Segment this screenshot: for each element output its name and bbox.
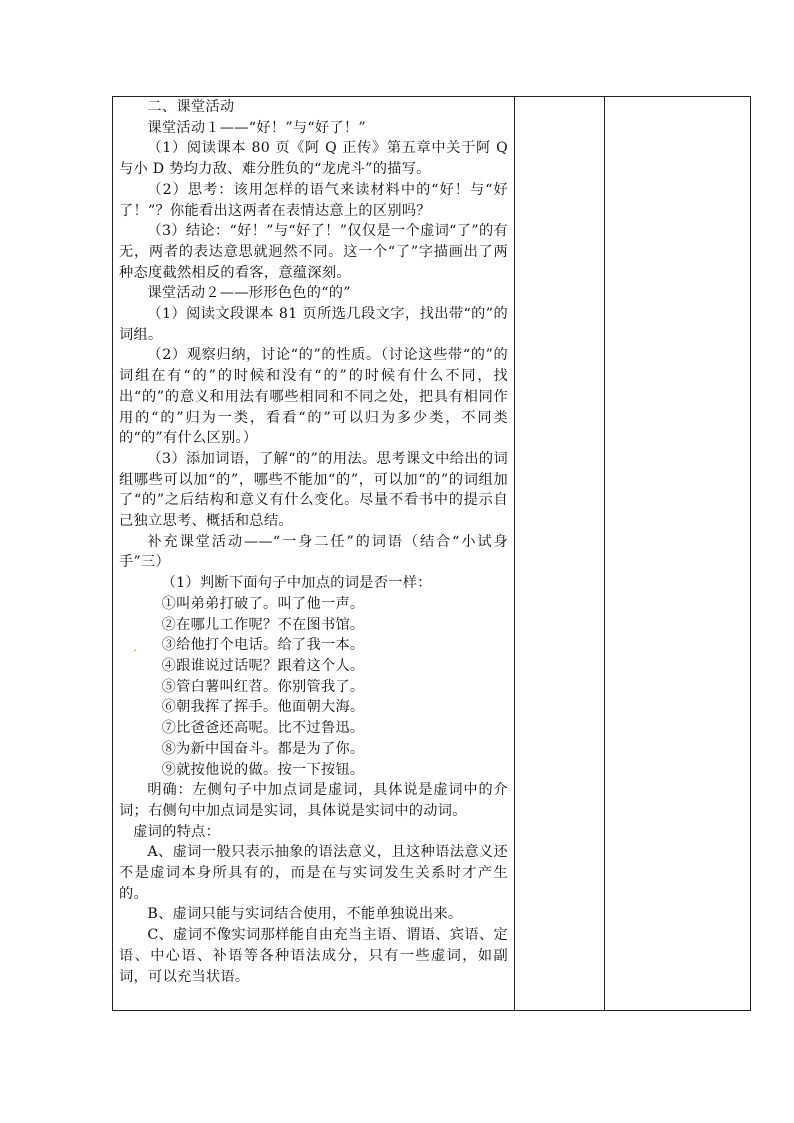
activity1-item-3: （3）结论：“好！”与“好了！”仅仅是一个虚词“了”的有无，两者的表达意思就迥然不同。这一个“了”字描画出了两种态度截然相反的看客，意蕴深刻。 bbox=[119, 223, 508, 281]
feature-c: C、虚词不像实词那样能自由充当主语、谓语、宾语、定语、中心语、补语等各种语法成分，只有一些虚词，如副词，可以充当状语。 bbox=[119, 927, 508, 985]
lesson-table bbox=[112, 96, 751, 1011]
activity2-item-1: （1）阅读文段课本 81 页所选几段文字，找出带“的”的词组。 bbox=[119, 306, 508, 343]
activity2-title: 课堂活动２——形形色色的“的” bbox=[147, 285, 351, 302]
sentence-6: ⑥朝我挥了挥手。他面朝大海。 bbox=[161, 699, 365, 716]
sentence-1: ①叫弟弟打破了。叫了他一声。 bbox=[161, 595, 365, 612]
middle-cell bbox=[515, 97, 605, 1011]
sentence-7: ⑦比爸爸还高呢。比不过鲁迅。 bbox=[161, 720, 365, 737]
features-title: 虚词的特点： bbox=[133, 823, 221, 840]
activity2-item-3: （3）添加词语，了解“的”的用法。思考课文中给出的词组哪些可以加“的”，哪些不能加“的”，可以加“的”的词组加了“的”之后结构和意义有什么变化。尽量不看书中的提示自己独立思考、概括和总结。 bbox=[119, 450, 508, 530]
right-cell bbox=[605, 97, 751, 1011]
sentence-4: ④跟谁说过话呢？跟着这个人。 bbox=[161, 657, 365, 674]
activity3-answer: 明确：左侧句子中加点词是虚词，具体说是虚词中的介词；右侧句中加点词是实词，具体说是实词中的动词。 bbox=[119, 782, 508, 819]
activity3-title: 补充课堂活动——“一身二任”的词语（结合“小试身手”三） bbox=[119, 533, 508, 571]
activity2-item-2: （2）观察归纳，讨论“的”的性质。（讨论这些带“的”的词组在有“的”的时候和没有“的”的时候有什么不同，找出“的”的意义和用法有哪些相同和不同之处，把具有相同作用的“的”归为一类，看看“的”可以归为多少类，不同类的“的”有什么区别。） bbox=[119, 347, 508, 447]
section-title: 二、课堂活动 bbox=[147, 99, 235, 115]
feature-b: B、虚词只能与实词结合使用，不能单独说出来。 bbox=[147, 906, 463, 923]
sentence-5: ⑤管白薯叫红苕。你别管我了。 bbox=[161, 678, 365, 695]
sentence-2: ②在哪儿工作呢？不在图书馆。 bbox=[161, 616, 365, 633]
sentence-3: ③给他打个电话。给了我一本。 bbox=[161, 637, 365, 654]
table-row bbox=[113, 97, 751, 1011]
activity1-item-1: （1）阅读课本 80 页《阿 Q 正传》第五章中关于阿 Q 与小 D 势均力敌、难分胜负的“龙虎斗”的描写。 bbox=[119, 140, 508, 178]
activity-cell bbox=[113, 97, 515, 1011]
feature-a: A、虚词一般只表示抽象的语法意义，且这种语法意义还不是虚词本身所具有的，而是在与实词发生关系时才产生的。 bbox=[119, 844, 508, 902]
activity3-question: （1）判断下面句子中加点的词是否一样： bbox=[161, 575, 432, 592]
sentence-8: ⑧为新中国奋斗。都是为了你。 bbox=[161, 740, 365, 757]
sentence-9: ⑨就按他说的做。按一下按钮。 bbox=[161, 761, 365, 778]
activity1-title: 课堂活动１——“好！”与“好了！” bbox=[147, 119, 366, 136]
activity1-item-2: （2）思考：该用怎样的语气来读材料中的“好！与“好了！”？你能看出这两者在表情达意上的区别吗？ bbox=[119, 181, 508, 219]
activity-content bbox=[113, 97, 514, 987]
margin-mark: ． bbox=[133, 640, 147, 655]
